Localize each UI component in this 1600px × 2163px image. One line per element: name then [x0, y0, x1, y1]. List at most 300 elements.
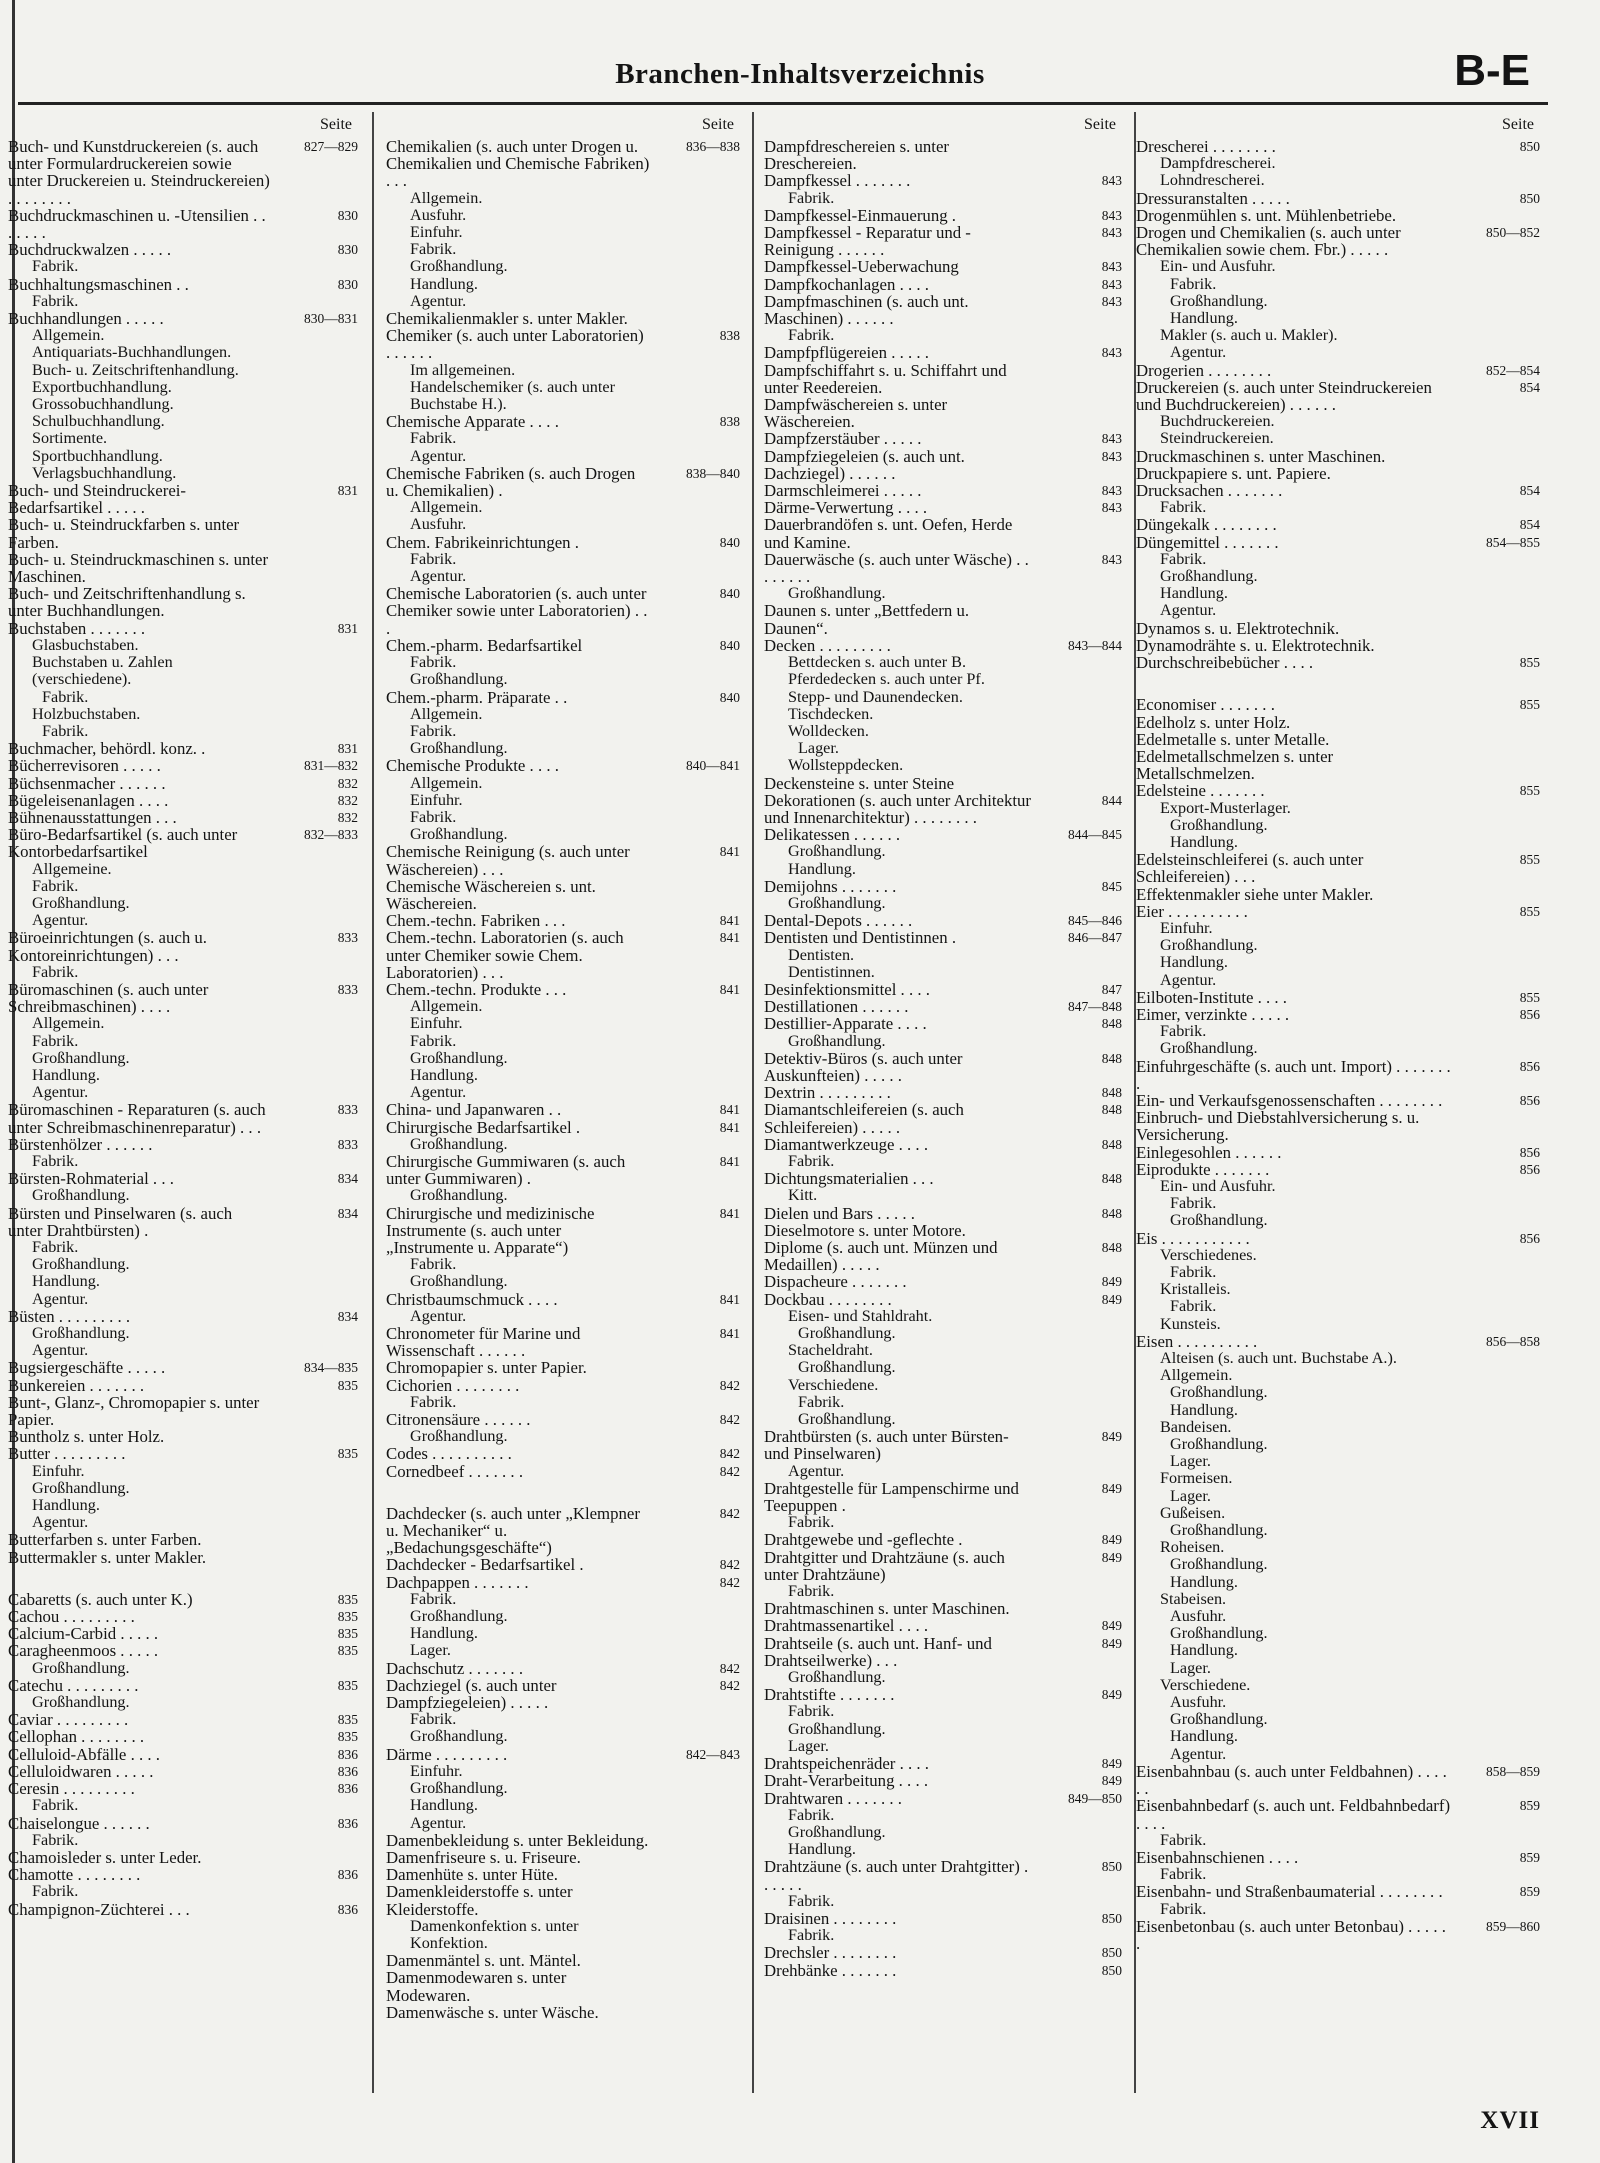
entry-subheading: Verschiedenes.	[1160, 1245, 1257, 1264]
entry-subheading: Buchdruckereien.	[1160, 412, 1275, 431]
entry-subheading: Einfuhr.	[410, 1761, 463, 1780]
entry-term: Buttermakler s. unter Makler.	[8, 1547, 207, 1567]
index-entry	[1136, 224, 1542, 362]
entry-subheading: Schulbuchhandlung.	[32, 412, 165, 431]
entry-term: Drahtseile (s. auch unt. Hanf- und Drahtseilwerke) . . .	[764, 1633, 992, 1670]
entry-term: Dachziegel (s. auch unter Dampfziegeleien) . . . . .	[386, 1675, 557, 1713]
page-number: 843	[1101, 500, 1122, 516]
entry-term: Drahtmassenartikel . . . .	[764, 1616, 929, 1636]
section-code: B-E	[1454, 46, 1530, 95]
index-entry	[764, 1084, 1124, 1101]
index-entry	[8, 1746, 360, 1763]
index-entry	[764, 1600, 1124, 1617]
entry-term: Büchsenmacher . . . . . .	[8, 773, 166, 793]
entry-subheading: Einfuhr.	[410, 1014, 463, 1033]
entry-subheading: Fabrik.	[1160, 498, 1207, 517]
page-number: 843	[1101, 173, 1122, 189]
entry-term: Dispacheure . . . . . . .	[764, 1272, 907, 1292]
entry-term: Drogerien . . . . . . . .	[1136, 360, 1272, 380]
index-entry	[386, 637, 742, 689]
index-entry	[8, 1549, 360, 1566]
page-number: 846—847	[1068, 930, 1122, 946]
index-entry	[8, 1677, 360, 1711]
entry-subheading: Handlung.	[1170, 309, 1238, 328]
entry-term: Büroeinrichtungen (s. auch u. Kontoreinrichtungen) . . .	[8, 928, 207, 965]
entry-subheading: Agentur.	[1170, 1744, 1227, 1763]
entry-term: Dampfwäschereien s. unter Wäschereien.	[764, 395, 948, 432]
entry-term: Durchschreibebücher . . . .	[1136, 653, 1314, 673]
entry-subheading: Agentur.	[32, 1513, 89, 1532]
index-entry	[764, 448, 1124, 482]
entry-subheading: Großhandlung.	[788, 584, 886, 603]
entry-term: Dynamos s. u. Elektrotechnik.	[1136, 618, 1340, 638]
entry-term: Buch- und Zeitschriftenhandlung s. unter Buchhandlungen.	[8, 584, 246, 621]
entry-subheading: Allgemein.	[1160, 1366, 1233, 1385]
index-entry	[8, 1591, 360, 1608]
entry-term: Buch- und Kunstdruckereien (s. auch unter Formulardruckereien sowie unter Druckereien u. Steindruckereien) . . . . . . . .	[8, 137, 270, 208]
entry-term: Düngemittel . . . . . . .	[1136, 532, 1279, 552]
entry-term: Buch- und Steindruckerei-Bedarfsartikel . . . . .	[8, 481, 187, 518]
entry-term: Büro-Bedarfsartikel (s. auch unter Kontorbedarfsartikel	[8, 825, 238, 862]
entry-term: Daunen s. unter „Bettfedern u. Daunen“.	[764, 601, 970, 638]
entry-term: Dichtungsmaterialien . . .	[764, 1169, 934, 1189]
page-number: 841	[719, 1205, 740, 1221]
index-entry	[764, 1273, 1124, 1290]
index-entry	[1136, 748, 1542, 782]
entry-term: Cachou . . . . . . . . .	[8, 1607, 135, 1627]
index-entry	[8, 482, 360, 516]
entry-subheading: Großhandlung.	[788, 1719, 886, 1738]
page-number: 849	[1101, 1773, 1122, 1789]
index-entry	[764, 775, 1124, 792]
entry-subheading: Großhandlung.	[788, 893, 886, 912]
index-entry	[8, 775, 360, 792]
index-entry	[1136, 138, 1542, 190]
index-entry	[764, 1910, 1124, 1944]
page-number: 858—859	[1486, 1763, 1540, 1779]
index-entry	[8, 1531, 360, 1548]
page-number: 843	[1101, 448, 1122, 464]
index-entry	[8, 138, 360, 207]
entry-term: Eimer, verzinkte . . . . .	[1136, 1004, 1290, 1024]
entry-subheading: Agentur.	[410, 446, 467, 465]
page-number: 830—831	[304, 311, 358, 327]
entry-term: Ceresin . . . . . . . . .	[8, 1779, 135, 1799]
entry-subheading: Großhandlung.	[32, 1693, 130, 1712]
entry-term: Büromaschinen - Reparaturen (s. auch unter Schreibmaschinenreparatur) . . .	[8, 1100, 266, 1137]
entry-term: Buchstaben . . . . . . .	[8, 618, 146, 638]
entry-term: Decken . . . . . . . . .	[764, 635, 891, 655]
index-entry	[386, 138, 742, 310]
index-entry	[1136, 714, 1542, 731]
entry-subheading: Fabrik.	[410, 1392, 457, 1411]
page-number: 850—852	[1486, 225, 1540, 241]
entry-subheading: Wollsteppdecken.	[788, 756, 904, 775]
page-number: 856—858	[1486, 1333, 1540, 1349]
entry-subheading: Großhandlung.	[788, 1668, 886, 1687]
entry-subheading: Grossobuchhandlung.	[32, 395, 174, 414]
page-number: 855	[1519, 852, 1540, 868]
entry-subheading: Fabrik.	[1160, 1899, 1207, 1918]
index-entry	[764, 258, 1124, 275]
index-entry	[8, 826, 360, 929]
entry-subheading: Großhandlung.	[32, 1478, 130, 1497]
entry-subheading: Fabrik.	[42, 687, 89, 706]
page-number: 835	[337, 1626, 358, 1642]
entry-term: Dachdecker (s. auch unter „Klempner u. Mechaniker“ u. „Bedachungsgeschäfte“)	[386, 1503, 640, 1558]
page-number: 848	[1101, 1171, 1122, 1187]
entry-subheading: Großhandlung.	[1170, 291, 1268, 310]
entry-subheading: Handlung.	[32, 1065, 100, 1084]
index-entry	[1136, 1883, 1542, 1917]
entry-term: Damenmodewaren s. unter Modewaren.	[386, 1968, 567, 2005]
entry-subheading: Bandeisen.	[1160, 1417, 1232, 1436]
page-number: 843	[1101, 431, 1122, 447]
page-number: 841	[719, 913, 740, 929]
entry-subheading: Großhandlung.	[410, 739, 508, 758]
index-entry	[386, 465, 742, 534]
page-number: 856	[1519, 1230, 1540, 1246]
entry-term: Eilboten-Institute . . . .	[1136, 987, 1288, 1007]
page-number: 849	[1101, 1274, 1122, 1290]
entry-subheading: Großhandlung.	[410, 1186, 508, 1205]
entry-term: Dachpappen . . . . . . .	[386, 1572, 529, 1592]
entry-subheading: Allgemein.	[410, 773, 483, 792]
entry-term: Dampfkessel - Reparatur und -Reinigung . . . . . .	[764, 223, 971, 260]
index-entry	[1136, 1918, 1542, 1952]
entry-subheading: Fabrik.	[410, 1710, 457, 1729]
index-entry	[1136, 1797, 1542, 1849]
entry-subheading: Bettdecken s. auch unter B.	[788, 653, 967, 672]
page-number: 836	[337, 1867, 358, 1883]
entry-subheading: Großhandlung.	[788, 842, 886, 861]
entry-subheading: Großhandlung.	[32, 1658, 130, 1677]
entry-term: Chemikalienmakler s. unter Makler.	[386, 309, 628, 329]
entry-term: Cornedbeef . . . . . . .	[386, 1461, 524, 1481]
entry-subheading: Lager.	[798, 739, 839, 758]
entry-subheading: Handlung.	[1170, 1572, 1238, 1591]
page-number: 843	[1101, 345, 1122, 361]
entry-subheading: Damenkonfektion s. unter Konfektion.	[410, 1916, 579, 1952]
index-entry	[764, 637, 1124, 775]
index-entry	[764, 1531, 1124, 1548]
page-number: 838—840	[686, 465, 740, 481]
index-entry	[8, 757, 360, 774]
entry-subheading: Fabrik.	[410, 807, 457, 826]
index-entry	[764, 1291, 1124, 1429]
index-entry	[386, 1325, 742, 1359]
index-entry	[386, 1101, 742, 1118]
index-entry	[1136, 190, 1542, 207]
index-entry	[764, 516, 1124, 550]
index-entry	[386, 413, 742, 465]
index-entry	[1136, 534, 1542, 620]
page-number: 854	[1519, 517, 1540, 533]
entry-subheading: Einfuhr.	[1160, 918, 1213, 937]
entry-term: Dampfkessel . . . . . . .	[764, 171, 911, 191]
index-entry	[386, 929, 742, 981]
entry-subheading: Holzbuchstaben.	[32, 704, 141, 723]
entry-term: Detektiv-Büros (s. auch unter Auskunfteien) . . . . .	[764, 1048, 963, 1085]
entry-term: Drahtwaren . . . . . . .	[764, 1788, 902, 1808]
entry-subheading: Großhandlung.	[1170, 1521, 1268, 1540]
page-number: 849	[1101, 1480, 1122, 1496]
entry-term: Christbaumschmuck . . . .	[386, 1289, 558, 1309]
entry-term: Chirurgische Gummiwaren (s. auch unter Gummiwaren) .	[386, 1151, 626, 1189]
index-entry	[764, 602, 1124, 636]
entry-term: Chronometer für Marine und Wissenschaft . . . . . .	[386, 1324, 581, 1361]
entry-term: Bücherrevisoren . . . . .	[8, 756, 161, 776]
page-number: 841	[719, 1102, 740, 1118]
entry-subheading: Lager.	[1170, 1486, 1211, 1505]
entry-term: Dental-Depots . . . . . .	[764, 911, 913, 931]
entry-subheading: Ein- und Ausfuhr.	[1160, 257, 1276, 276]
entry-term: Chirurgische Bedarfsartikel .	[386, 1117, 581, 1137]
index-entry	[764, 1101, 1124, 1135]
page-number: 833	[337, 930, 358, 946]
entry-subheading: Großhandlung.	[1170, 1383, 1268, 1402]
entry-subheading: Großhandlung.	[1160, 567, 1258, 586]
entry-subheading: Agentur.	[410, 1813, 467, 1832]
entry-term: Destillier-Apparate . . . .	[764, 1014, 927, 1034]
entry-subheading: Pferdedecken s. auch unter Pf.	[788, 670, 985, 689]
page-number: 835	[337, 1591, 358, 1607]
page-number: 847	[1101, 981, 1122, 997]
index-entry	[1136, 620, 1542, 637]
entry-term: Eisenbahnschienen . . . .	[1136, 1847, 1299, 1867]
page-number: 856	[1519, 1058, 1540, 1074]
entry-subheading: Lager.	[1170, 1452, 1211, 1471]
page-number: 830	[337, 207, 358, 223]
page-number: 842—843	[686, 1746, 740, 1762]
entry-subheading: Handlung.	[1170, 1641, 1238, 1660]
entry-term: Edelsteine . . . . . . .	[1136, 781, 1265, 801]
entry-subheading: Fabrik.	[1170, 274, 1217, 293]
page-number: 840	[719, 534, 740, 550]
index-entry	[764, 1050, 1124, 1084]
index-entry	[764, 1686, 1124, 1755]
index-entry	[386, 585, 742, 637]
page-number: 831—832	[304, 758, 358, 774]
index-entry	[764, 929, 1124, 981]
entry-term: Drahtgewebe und -geflechte .	[764, 1530, 963, 1550]
index-entry	[1136, 696, 1542, 713]
page-number: 838	[719, 414, 740, 430]
column-divider	[372, 112, 374, 2093]
entry-term: Chemische Wäschereien s. unt. Wäschereien.	[386, 876, 596, 913]
entry-term: Desinfektionsmittel . . . .	[764, 979, 930, 999]
index-entry	[764, 207, 1124, 224]
index-entry	[764, 499, 1124, 516]
page-number: 841	[719, 930, 740, 946]
page-number: 842	[719, 1677, 740, 1693]
index-column-2	[386, 112, 748, 2093]
page-number: 833	[337, 981, 358, 997]
entry-subheading: Allgemein.	[410, 997, 483, 1016]
index-entry	[764, 1635, 1124, 1687]
page-number: 855	[1519, 697, 1540, 713]
entry-term: Chemische Fabriken (s. auch Drogen u. Chemikalien) .	[386, 463, 636, 501]
entry-term: Cabaretts (s. auch unter K.)	[8, 1589, 193, 1609]
entry-subheading: Dentistinnen.	[788, 962, 875, 981]
entry-subheading: Großhandlung.	[410, 1272, 508, 1291]
entry-subheading: Agentur.	[1160, 601, 1217, 620]
page-number: 841	[719, 844, 740, 860]
index-entry	[764, 1772, 1124, 1789]
entry-term: Dampfkessel-Einmauerung .	[764, 205, 956, 225]
entry-subheading: Fabrik.	[1170, 1194, 1217, 1213]
entry-subheading: Fabrik.	[32, 1882, 79, 1901]
entry-subheading: Großhandlung.	[32, 893, 130, 912]
entry-term: Druckpapiere s. unt. Papiere.	[1136, 463, 1331, 483]
index-entry	[8, 310, 360, 482]
entry-subheading: Ausfuhr.	[410, 515, 467, 534]
entry-term: Chemische Produkte . . . .	[386, 756, 559, 776]
entry-subheading: Fabrik.	[32, 291, 79, 310]
index-entry	[8, 1377, 360, 1394]
page-number: 832	[337, 809, 358, 825]
index-entry	[386, 1677, 742, 1746]
entry-term: Dampfkessel-Ueberwachung	[764, 257, 959, 277]
entry-term: Caragheenmoos . . . . .	[8, 1641, 159, 1661]
entry-term: Bügeleisenanlagen . . . .	[8, 790, 169, 810]
entry-term: Edelmetallschmelzen s. unter Metallschmelzen.	[1136, 746, 1334, 784]
entry-subheading: Handlung.	[32, 1496, 100, 1515]
entry-subheading: Fabrik.	[32, 1796, 79, 1815]
page-number: 836	[337, 1815, 358, 1831]
page-number: 835	[337, 1729, 358, 1745]
page-number: 850	[1101, 1962, 1122, 1978]
page-number: 835	[337, 1609, 358, 1625]
index-entry	[8, 1445, 360, 1531]
entry-term: Dauerbrandöfen s. unt. Oefen, Herde und Kamine.	[764, 515, 1013, 552]
entry-subheading: Agentur.	[410, 1306, 467, 1325]
entry-subheading: Stacheldraht.	[788, 1341, 873, 1360]
entry-term: Chem. Fabrikeinrichtungen .	[386, 532, 579, 552]
entry-subheading: Handelschemiker (s. auch unter Buchstabe H.).	[410, 377, 615, 414]
entry-term: Drogenmühlen s. unt. Mühlenbetriebe.	[1136, 205, 1397, 225]
page-number: 854	[1519, 483, 1540, 499]
entry-term: Drescherei . . . . . . . .	[1136, 137, 1276, 156]
entry-term: Darmschleimerei . . . . .	[764, 481, 922, 501]
entry-term: Edelsteinschleiferei (s. auch unter Schleifereien) . . .	[1136, 850, 1364, 887]
index-column-4	[1136, 112, 1548, 2093]
entry-subheading: Großhandlung.	[1170, 1211, 1268, 1230]
page-number: 843	[1101, 276, 1122, 292]
entry-subheading: Kitt.	[788, 1186, 818, 1205]
page-number: 838	[719, 328, 740, 344]
page-number: 840	[719, 689, 740, 705]
entry-subheading: Verschiedene.	[1160, 1675, 1251, 1694]
entry-subheading: Handlung.	[410, 1065, 478, 1084]
entry-subheading: Großhandlung.	[410, 1727, 508, 1746]
entry-subheading: Großhandlung.	[410, 257, 508, 276]
entry-subheading: Agentur.	[32, 1289, 89, 1308]
entry-subheading: Fabrik.	[788, 1926, 835, 1945]
page-number: 832	[337, 792, 358, 808]
entry-term: Bürsten-Rohmaterial . . .	[8, 1169, 174, 1189]
entry-term: Eisen . . . . . . . . . .	[1136, 1331, 1258, 1351]
index-entry	[1136, 1109, 1542, 1143]
page-number: 849	[1101, 1618, 1122, 1634]
index-entry	[8, 1170, 360, 1204]
page-number: 849	[1101, 1532, 1122, 1548]
page-number: 842	[719, 1377, 740, 1393]
page-number: 848	[1101, 1205, 1122, 1221]
entry-subheading: Lager.	[788, 1736, 829, 1755]
entry-term: Cichorien . . . . . . . .	[386, 1375, 520, 1395]
index-entry	[1136, 362, 1542, 379]
entry-term: Dieselmotore s. unter Motore.	[764, 1220, 966, 1240]
entry-subheading: Allgemein.	[32, 1014, 105, 1033]
entry-term: Chemische Apparate . . . .	[386, 412, 559, 432]
entry-subheading: Antiquariats-Buchhandlungen.	[32, 343, 232, 362]
page-number: 832	[337, 775, 358, 791]
index-entry	[386, 310, 742, 327]
entry-subheading: Eisen- und Stahldraht.	[788, 1306, 933, 1325]
page-number: 830	[337, 276, 358, 292]
entry-subheading: Großhandlung.	[32, 1186, 130, 1205]
index-entry	[386, 1463, 742, 1480]
index-entry	[386, 534, 742, 586]
entry-term: Edelmetalle s. unter Metalle.	[1136, 729, 1330, 749]
index-entry	[764, 430, 1124, 447]
seite-heading: Seite	[320, 116, 352, 133]
index-entry	[8, 1866, 360, 1900]
index-entry	[386, 1746, 742, 1832]
index-entry	[764, 551, 1124, 603]
index-entry	[764, 1170, 1124, 1204]
entry-term: Chaiselongue . . . . . .	[8, 1813, 150, 1833]
entry-subheading: Fabrik.	[32, 876, 79, 895]
entry-subheading: Fabrik.	[788, 1805, 835, 1824]
entry-term: Champignon-Züchterei . . .	[8, 1899, 190, 1919]
entry-term: Dauerwäsche (s. auch unter Wäsche) . . . . . . . .	[764, 549, 1029, 587]
page-number: 843	[1101, 225, 1122, 241]
entry-subheading: Stabeisen.	[1160, 1589, 1227, 1608]
page-number: 836	[337, 1901, 358, 1917]
entry-subheading: Stepp- und Daunendecken.	[788, 687, 963, 706]
page-number: 859	[1519, 1798, 1540, 1814]
page-number: 843	[1101, 483, 1122, 499]
page-number: 849	[1101, 1429, 1122, 1445]
entry-term: Butter . . . . . . . . .	[8, 1444, 126, 1464]
index-entry	[1136, 379, 1542, 448]
entry-term: Därme-Verwertung . . . .	[764, 498, 928, 518]
index-entry	[386, 1866, 742, 1883]
entry-subheading: Großhandlung.	[1160, 1039, 1258, 1058]
index-entry	[764, 172, 1124, 206]
entry-subheading: Makler (s. auch u. Makler).	[1160, 326, 1338, 345]
entry-term: Eisenbahnbedarf (s. auch unt. Feldbahnbedarf) . . . .	[1136, 1796, 1451, 1833]
page-number: 856	[1519, 1144, 1540, 1160]
entry-term: Einlegesohlen . . . . . .	[1136, 1142, 1282, 1162]
entry-term: Buchdruckmaschinen u. -Utensilien . . . . . . .	[8, 205, 266, 243]
entry-subheading: Großhandlung.	[798, 1358, 896, 1377]
entry-term: Damenkleiderstoffe s. unter Kleiderstoffe.	[386, 1882, 573, 1919]
page-number: 834—835	[304, 1360, 358, 1376]
entry-term: Drahtgestelle für Lampenschirme und Teepuppen .	[764, 1478, 1019, 1516]
entry-subheading: Großhandlung.	[1170, 1710, 1268, 1729]
index-entry	[386, 912, 742, 929]
entry-term: Drahtzäune (s. auch unter Drahtgitter) . . . . . .	[764, 1857, 1029, 1894]
index-column-1	[8, 112, 366, 2093]
entry-term: Dentisten und Dentistinnen .	[764, 928, 957, 948]
entry-subheading: Alteisen (s. auch unt. Buchstabe A.).	[1160, 1349, 1397, 1368]
entry-term: Dockbau . . . . . . . .	[764, 1289, 892, 1309]
entry-subheading: Fabrik.	[1170, 1263, 1217, 1281]
entry-term: Dampfkochanlagen . . . .	[764, 274, 929, 294]
